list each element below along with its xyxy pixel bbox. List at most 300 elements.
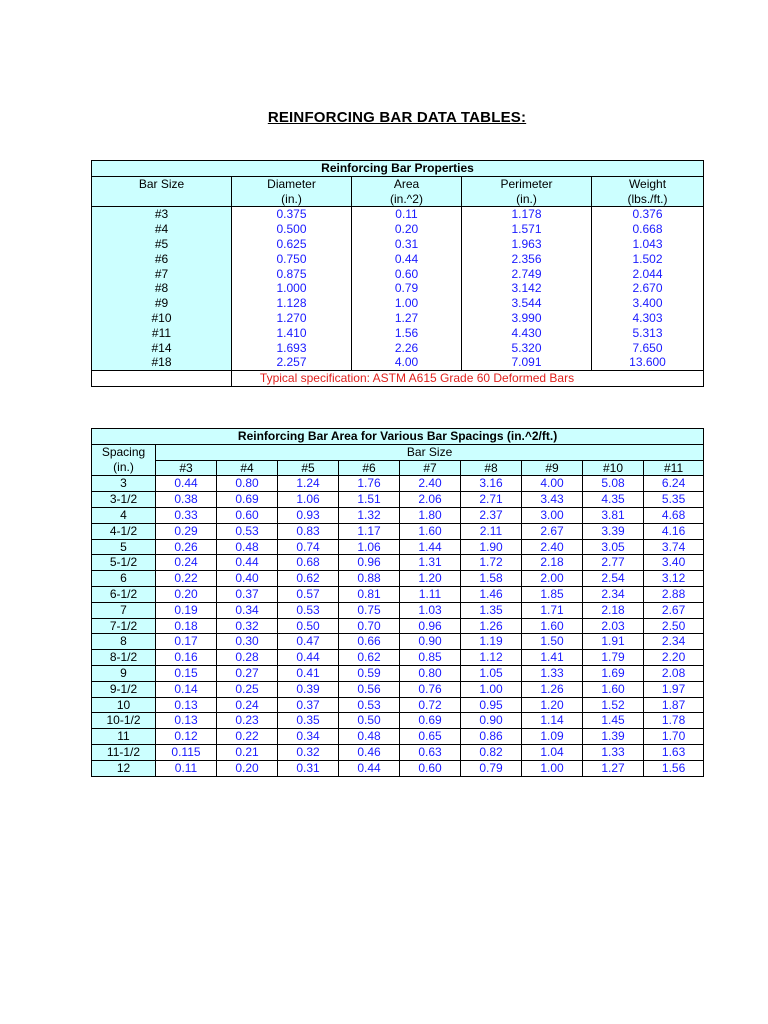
table-row [92, 744, 704, 760]
property-value-cell: 1.410 [232, 326, 352, 341]
area-value-cell: 1.79 [583, 650, 644, 666]
area-value-cell: 0.53 [278, 602, 339, 618]
area-value-cell: 0.35 [278, 713, 339, 729]
area-value-cell: 1.60 [583, 681, 644, 697]
bar-size-cell: #14 [92, 341, 232, 356]
area-value-cell: 0.115 [156, 744, 217, 760]
property-value-cell: 2.670 [592, 281, 704, 296]
table-row [92, 281, 704, 296]
area-value-cell: 1.12 [461, 650, 522, 666]
property-value-cell: 7.650 [592, 341, 704, 356]
property-value-cell: 4.00 [352, 355, 462, 370]
area-value-cell: 1.97 [644, 681, 704, 697]
area-value-cell: 4.68 [644, 507, 704, 523]
area-value-cell: 1.63 [644, 744, 704, 760]
bar-size-cell: #9 [92, 296, 232, 311]
table-row [92, 634, 704, 650]
area-value-cell: 5.08 [583, 476, 644, 492]
property-value-cell: 2.26 [352, 341, 462, 356]
spacing-cell: 10 [92, 697, 156, 713]
area-value-cell: 2.06 [400, 492, 461, 508]
area-value-cell: 0.40 [217, 571, 278, 587]
spacing-cell: 11 [92, 729, 156, 745]
area-value-cell: 1.00 [461, 681, 522, 697]
area-value-cell: 3.12 [644, 571, 704, 587]
property-value-cell: 1.270 [232, 311, 352, 326]
area-value-cell: 2.88 [644, 586, 704, 602]
table-row [92, 252, 704, 267]
area-value-cell: 1.52 [583, 697, 644, 713]
area-value-cell: 1.32 [339, 507, 400, 523]
area-value-cell: 0.17 [156, 634, 217, 650]
area-value-cell: 4.00 [522, 476, 583, 492]
area-value-cell: 1.20 [400, 571, 461, 587]
area-value-cell: 1.76 [339, 476, 400, 492]
area-value-cell: 1.87 [644, 697, 704, 713]
area-value-cell: 1.20 [522, 697, 583, 713]
area-value-cell: 2.00 [522, 571, 583, 587]
area-value-cell: 6.24 [644, 476, 704, 492]
area-value-cell: 0.39 [278, 681, 339, 697]
area-value-cell: 1.31 [400, 555, 461, 571]
area-value-cell: 4.35 [583, 492, 644, 508]
header-area: Area [352, 176, 462, 191]
area-value-cell: 2.40 [400, 476, 461, 492]
area-value-cell: 0.20 [156, 586, 217, 602]
bar-size-header-cell: #4 [217, 460, 278, 476]
area-value-cell: 1.26 [522, 681, 583, 697]
table-row [92, 355, 704, 370]
spacing-cell: 8-1/2 [92, 650, 156, 666]
spacing-cell: 6-1/2 [92, 586, 156, 602]
area-value-cell: 0.26 [156, 539, 217, 555]
header-bar-size-unit [92, 192, 232, 207]
area-value-cell: 0.75 [339, 602, 400, 618]
area-value-cell: 2.18 [583, 602, 644, 618]
area-value-cell: 2.11 [461, 523, 522, 539]
area-value-cell: 0.47 [278, 634, 339, 650]
bar-properties-caption: Reinforcing Bar Properties [92, 161, 704, 177]
area-value-cell: 0.46 [339, 744, 400, 760]
area-value-cell: 0.44 [156, 476, 217, 492]
spacing-cell: 7-1/2 [92, 618, 156, 634]
area-value-cell: 0.44 [278, 650, 339, 666]
area-value-cell: 1.26 [461, 618, 522, 634]
area-value-cell: 0.76 [400, 681, 461, 697]
property-value-cell: 3.142 [462, 281, 592, 296]
area-value-cell: 0.85 [400, 650, 461, 666]
area-value-cell: 0.13 [156, 713, 217, 729]
property-value-cell: 1.56 [352, 326, 462, 341]
header-diameter: Diameter [232, 176, 352, 191]
area-value-cell: 1.09 [522, 729, 583, 745]
area-value-cell: 1.00 [522, 760, 583, 776]
area-value-cell: 0.44 [339, 760, 400, 776]
table-row [92, 341, 704, 356]
area-value-cell: 0.72 [400, 697, 461, 713]
area-value-cell: 2.67 [522, 523, 583, 539]
area-value-cell: 4.16 [644, 523, 704, 539]
spacing-cell: 5-1/2 [92, 555, 156, 571]
area-value-cell: 1.06 [278, 492, 339, 508]
table-row [92, 729, 704, 745]
property-value-cell: 1.963 [462, 237, 592, 252]
property-value-cell: 2.257 [232, 355, 352, 370]
property-value-cell: 7.091 [462, 355, 592, 370]
area-value-cell: 0.70 [339, 618, 400, 634]
table-row [92, 507, 704, 523]
area-value-cell: 0.86 [461, 729, 522, 745]
area-value-cell: 1.56 [644, 760, 704, 776]
area-value-cell: 0.34 [278, 729, 339, 745]
bar-size-cell: #18 [92, 355, 232, 370]
area-value-cell: 2.67 [644, 602, 704, 618]
bar-spacing-area-table [91, 428, 704, 777]
property-value-cell: 3.990 [462, 311, 592, 326]
bar-size-cell: #4 [92, 222, 232, 237]
spacing-table-caption: Reinforcing Bar Area for Various Bar Spacings (in.^2/ft.) [92, 429, 704, 445]
area-value-cell: 3.43 [522, 492, 583, 508]
area-value-cell: 2.71 [461, 492, 522, 508]
area-value-cell: 0.19 [156, 602, 217, 618]
bar-size-cell: #5 [92, 237, 232, 252]
spacing-unit-label: (in.) [92, 460, 156, 476]
property-value-cell: 2.044 [592, 267, 704, 282]
bar-size-header-cell: #5 [278, 460, 339, 476]
table-row [92, 586, 704, 602]
area-value-cell: 0.15 [156, 665, 217, 681]
area-value-cell: 0.63 [400, 744, 461, 760]
area-value-cell: 2.54 [583, 571, 644, 587]
area-value-cell: 0.81 [339, 586, 400, 602]
header-perimeter: Perimeter [462, 176, 592, 191]
property-value-cell: 0.20 [352, 222, 462, 237]
property-value-cell: 0.44 [352, 252, 462, 267]
bar-size-cell: #6 [92, 252, 232, 267]
spacing-cell: 12 [92, 760, 156, 776]
table-row [92, 681, 704, 697]
table-row [92, 311, 704, 326]
spacing-cell: 8 [92, 634, 156, 650]
area-value-cell: 0.48 [339, 729, 400, 745]
table-row [92, 697, 704, 713]
bar-size-cell: #10 [92, 311, 232, 326]
area-value-cell: 0.66 [339, 634, 400, 650]
area-value-cell: 0.80 [217, 476, 278, 492]
property-value-cell: 1.000 [232, 281, 352, 296]
property-value-cell: 1.128 [232, 296, 352, 311]
area-value-cell: 0.69 [217, 492, 278, 508]
table-row [92, 267, 704, 282]
area-value-cell: 1.58 [461, 571, 522, 587]
area-value-cell: 1.70 [644, 729, 704, 745]
property-value-cell: 5.313 [592, 326, 704, 341]
bar-properties-table [91, 160, 704, 387]
area-value-cell: 0.60 [217, 507, 278, 523]
area-value-cell: 1.39 [583, 729, 644, 745]
bar-size-cell: #3 [92, 207, 232, 222]
property-value-cell: 1.27 [352, 311, 462, 326]
area-value-cell: 1.05 [461, 665, 522, 681]
area-value-cell: 0.80 [400, 665, 461, 681]
area-value-cell: 0.62 [278, 571, 339, 587]
area-value-cell: 2.20 [644, 650, 704, 666]
area-value-cell: 0.65 [400, 729, 461, 745]
area-value-cell: 1.80 [400, 507, 461, 523]
area-value-cell: 0.90 [461, 713, 522, 729]
area-value-cell: 0.18 [156, 618, 217, 634]
property-value-cell: 1.502 [592, 252, 704, 267]
area-value-cell: 1.45 [583, 713, 644, 729]
bar-size-label: Bar Size [156, 444, 704, 460]
area-value-cell: 0.96 [339, 555, 400, 571]
area-value-cell: 2.34 [583, 586, 644, 602]
property-value-cell: 2.356 [462, 252, 592, 267]
table-row [92, 713, 704, 729]
area-value-cell: 0.83 [278, 523, 339, 539]
spacing-cell: 9 [92, 665, 156, 681]
area-value-cell: 1.46 [461, 586, 522, 602]
area-value-cell: 0.29 [156, 523, 217, 539]
property-value-cell: 1.043 [592, 237, 704, 252]
area-value-cell: 0.22 [156, 571, 217, 587]
area-value-cell: 0.31 [278, 760, 339, 776]
area-value-cell: 0.34 [217, 602, 278, 618]
property-value-cell: 0.60 [352, 267, 462, 282]
area-value-cell: 1.69 [583, 665, 644, 681]
table-row [92, 237, 704, 252]
property-value-cell: 0.500 [232, 222, 352, 237]
area-value-cell: 1.60 [522, 618, 583, 634]
area-value-cell: 1.33 [583, 744, 644, 760]
bar-size-header-cell: #6 [339, 460, 400, 476]
area-value-cell: 1.51 [339, 492, 400, 508]
spacing-cell: 7 [92, 602, 156, 618]
area-value-cell: 1.24 [278, 476, 339, 492]
property-value-cell: 13.600 [592, 355, 704, 370]
area-value-cell: 2.34 [644, 634, 704, 650]
note-spacer [92, 371, 232, 387]
area-value-cell: 0.11 [156, 760, 217, 776]
area-value-cell: 3.74 [644, 539, 704, 555]
table-row [92, 618, 704, 634]
area-value-cell: 0.95 [461, 697, 522, 713]
bar-size-cell: #7 [92, 267, 232, 282]
area-value-cell: 2.08 [644, 665, 704, 681]
area-value-cell: 0.38 [156, 492, 217, 508]
area-value-cell: 0.88 [339, 571, 400, 587]
property-value-cell: 4.430 [462, 326, 592, 341]
property-value-cell: 1.693 [232, 341, 352, 356]
area-value-cell: 3.05 [583, 539, 644, 555]
area-value-cell: 0.41 [278, 665, 339, 681]
area-value-cell: 0.50 [339, 713, 400, 729]
bar-size-header-cell: #9 [522, 460, 583, 476]
property-value-cell: 0.625 [232, 237, 352, 252]
spacing-cell: 9-1/2 [92, 681, 156, 697]
table-row [92, 296, 704, 311]
area-value-cell: 0.30 [217, 634, 278, 650]
area-value-cell: 3.16 [461, 476, 522, 492]
table-row [92, 760, 704, 776]
spacing-cell: 4-1/2 [92, 523, 156, 539]
property-value-cell: 0.750 [232, 252, 352, 267]
property-value-cell: 1.178 [462, 207, 592, 222]
property-value-cell: 1.00 [352, 296, 462, 311]
area-value-cell: 0.56 [339, 681, 400, 697]
specification-note: Typical specification: ASTM A615 Grade 60 Deformed Bars [259, 371, 575, 386]
area-value-cell: 2.37 [461, 507, 522, 523]
table-row [92, 207, 704, 222]
bar-size-header-cell: #3 [156, 460, 217, 476]
area-value-cell: 0.21 [217, 744, 278, 760]
bar-size-header-cell: #10 [583, 460, 644, 476]
area-value-cell: 1.03 [400, 602, 461, 618]
area-value-cell: 0.13 [156, 697, 217, 713]
table-row [92, 326, 704, 341]
spacing-cell: 6 [92, 571, 156, 587]
area-value-cell: 3.39 [583, 523, 644, 539]
area-value-cell: 0.74 [278, 539, 339, 555]
area-value-cell: 0.32 [278, 744, 339, 760]
bar-size-header-cell: #8 [461, 460, 522, 476]
area-value-cell: 1.50 [522, 634, 583, 650]
area-value-cell: 1.60 [400, 523, 461, 539]
area-value-cell: 1.27 [583, 760, 644, 776]
property-value-cell: 0.668 [592, 222, 704, 237]
area-value-cell: 0.32 [217, 618, 278, 634]
area-value-cell: 0.60 [400, 760, 461, 776]
area-value-cell: 3.81 [583, 507, 644, 523]
area-value-cell: 0.79 [461, 760, 522, 776]
table-row [92, 222, 704, 237]
table-row [92, 571, 704, 587]
area-value-cell: 5.35 [644, 492, 704, 508]
area-value-cell: 1.85 [522, 586, 583, 602]
area-value-cell: 0.68 [278, 555, 339, 571]
area-value-cell: 0.12 [156, 729, 217, 745]
area-value-cell: 1.33 [522, 665, 583, 681]
area-value-cell: 0.59 [339, 665, 400, 681]
area-value-cell: 1.71 [522, 602, 583, 618]
area-value-cell: 0.16 [156, 650, 217, 666]
area-value-cell: 0.28 [217, 650, 278, 666]
property-value-cell: 0.31 [352, 237, 462, 252]
area-value-cell: 1.06 [339, 539, 400, 555]
header-diameter-unit: (in.) [232, 192, 352, 207]
header-bar-size: Bar Size [92, 176, 232, 191]
area-value-cell: 0.50 [278, 618, 339, 634]
property-value-cell: 2.749 [462, 267, 592, 282]
area-value-cell: 0.44 [217, 555, 278, 571]
area-value-cell: 1.44 [400, 539, 461, 555]
area-value-cell: 0.20 [217, 760, 278, 776]
spacing-cell: 3 [92, 476, 156, 492]
spacing-cell: 5 [92, 539, 156, 555]
area-value-cell: 0.69 [400, 713, 461, 729]
area-value-cell: 0.57 [278, 586, 339, 602]
area-value-cell: 1.19 [461, 634, 522, 650]
area-value-cell: 0.53 [339, 697, 400, 713]
spacing-cell: 10-1/2 [92, 713, 156, 729]
area-value-cell: 0.53 [217, 523, 278, 539]
area-value-cell: 0.25 [217, 681, 278, 697]
header-area-unit: (in.^2) [352, 192, 462, 207]
property-value-cell: 0.376 [592, 207, 704, 222]
property-value-cell: 0.79 [352, 281, 462, 296]
table-row [92, 665, 704, 681]
bar-size-cell: #11 [92, 326, 232, 341]
area-value-cell: 1.90 [461, 539, 522, 555]
area-value-cell: 0.24 [156, 555, 217, 571]
bar-size-cell: #8 [92, 281, 232, 296]
bar-size-header-cell: #11 [644, 460, 704, 476]
area-value-cell: 1.04 [522, 744, 583, 760]
spacing-label: Spacing [92, 444, 156, 460]
property-value-cell: 5.320 [462, 341, 592, 356]
property-value-cell: 0.875 [232, 267, 352, 282]
area-value-cell: 1.35 [461, 602, 522, 618]
area-value-cell: 1.41 [522, 650, 583, 666]
header-weight-unit: (lbs./ft.) [592, 192, 704, 207]
area-value-cell: 0.62 [339, 650, 400, 666]
property-value-cell: 0.375 [232, 207, 352, 222]
spacing-cell: 11-1/2 [92, 744, 156, 760]
table-row [92, 523, 704, 539]
area-value-cell: 2.40 [522, 539, 583, 555]
spacing-cell: 4 [92, 507, 156, 523]
header-perimeter-unit: (in.) [462, 192, 592, 207]
area-value-cell: 3.00 [522, 507, 583, 523]
area-value-cell: 2.03 [583, 618, 644, 634]
area-value-cell: 0.33 [156, 507, 217, 523]
area-value-cell: 1.11 [400, 586, 461, 602]
area-value-cell: 0.93 [278, 507, 339, 523]
property-value-cell: 3.544 [462, 296, 592, 311]
area-value-cell: 1.17 [339, 523, 400, 539]
table-row [92, 602, 704, 618]
area-value-cell: 2.77 [583, 555, 644, 571]
area-value-cell: 0.24 [217, 697, 278, 713]
page-title: REINFORCING BAR DATA TABLES: [267, 109, 527, 126]
property-value-cell: 1.571 [462, 222, 592, 237]
table-row [92, 476, 704, 492]
area-value-cell: 0.82 [461, 744, 522, 760]
area-value-cell: 1.14 [522, 713, 583, 729]
area-value-cell: 0.37 [278, 697, 339, 713]
property-value-cell: 3.400 [592, 296, 704, 311]
table-row [92, 555, 704, 571]
area-value-cell: 0.90 [400, 634, 461, 650]
area-value-cell: 0.14 [156, 681, 217, 697]
area-value-cell: 0.96 [400, 618, 461, 634]
area-value-cell: 1.72 [461, 555, 522, 571]
area-value-cell: 3.40 [644, 555, 704, 571]
area-value-cell: 0.37 [217, 586, 278, 602]
area-value-cell: 1.91 [583, 634, 644, 650]
table-row [92, 539, 704, 555]
area-value-cell: 1.78 [644, 713, 704, 729]
header-weight: Weight [592, 176, 704, 191]
property-value-cell: 4.303 [592, 311, 704, 326]
area-value-cell: 2.18 [522, 555, 583, 571]
table-row [92, 492, 704, 508]
bar-size-header-cell: #7 [400, 460, 461, 476]
table-row [92, 650, 704, 666]
area-value-cell: 0.27 [217, 665, 278, 681]
property-value-cell: 0.11 [352, 207, 462, 222]
spacing-cell: 3-1/2 [92, 492, 156, 508]
